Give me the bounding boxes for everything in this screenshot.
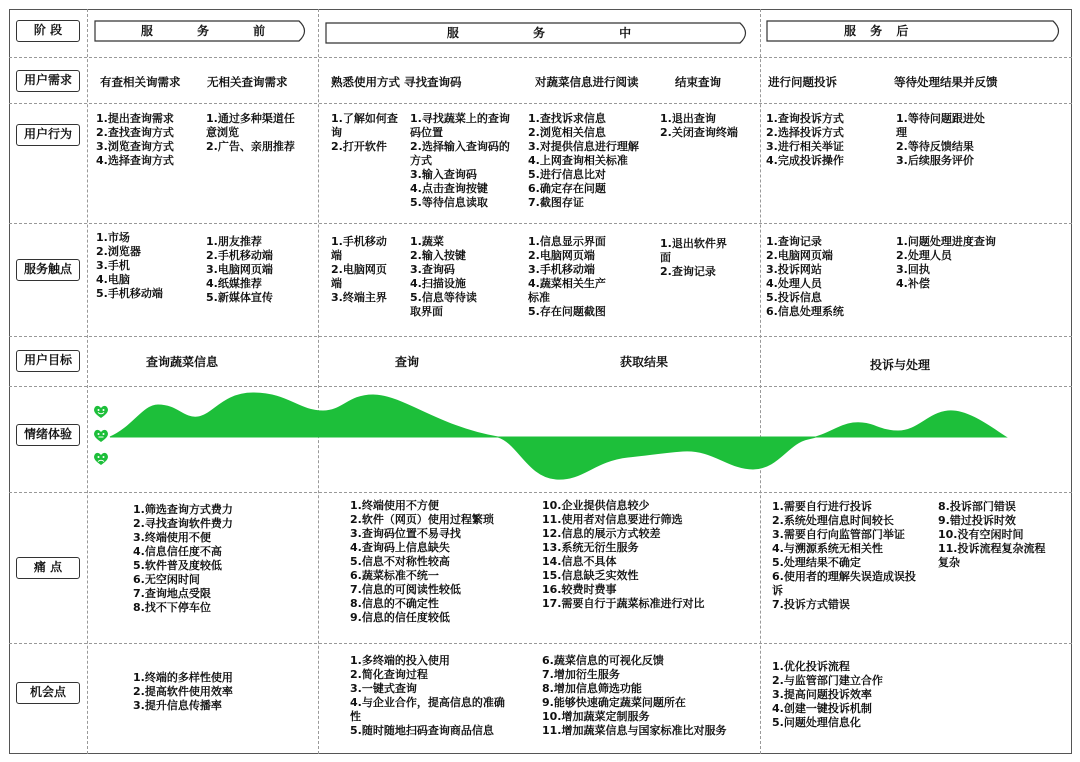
- list-item: 4.与溯源系统无相关性: [772, 542, 883, 555]
- list-item: 3.查询码位置不易寻找: [350, 527, 461, 540]
- list-item: 9.错过投诉时效: [938, 514, 1016, 527]
- touchpoint-list: [660, 237, 727, 279]
- list-item: 11.增加蔬菜信息与国家标准比对服务: [542, 724, 727, 737]
- list-item: 1.终端的多样性使用: [133, 671, 233, 684]
- emotion-curve-chart: [88, 387, 1072, 492]
- touchpoint-list: [206, 235, 273, 305]
- list-item: 1.查找诉求信息: [528, 112, 606, 125]
- goal-item: 查询蔬菜信息: [146, 355, 219, 369]
- touchpoint-list: [331, 235, 387, 305]
- pain-list: [542, 499, 705, 611]
- row-label-emotion: 情绪体验: [16, 424, 80, 446]
- row-label-needs: 用户需求: [16, 70, 80, 92]
- list-item: 3.查询码: [410, 263, 455, 276]
- stage-after-arrow: [766, 20, 1066, 42]
- column-divider: [87, 9, 88, 754]
- list-item: 1.退出查询: [660, 112, 716, 125]
- list-item: 2.简化查询过程: [350, 668, 428, 681]
- list-item: 2.电脑网页端: [528, 249, 595, 262]
- list-item: 5.新媒体宣传: [206, 291, 273, 304]
- need-item: 无相关查询需求: [207, 75, 288, 89]
- list-item: 1.手机移动: [331, 235, 387, 248]
- touchpoint-list: [410, 235, 477, 319]
- list-item: 2.与监管部门建立合作: [772, 674, 883, 687]
- list-item: 2.提高软件使用效率: [133, 685, 233, 698]
- column-divider: [760, 9, 761, 754]
- list-item: 1.朋友推荐: [206, 235, 262, 248]
- list-item: 6.信息处理系统: [766, 305, 844, 318]
- list-item: 3.终端使用不便: [133, 531, 211, 544]
- stage-after-label: 服 务 后: [844, 24, 909, 38]
- list-item: 7.投诉方式错误: [772, 598, 850, 611]
- smile-happy-icon: [93, 405, 109, 419]
- list-item: 1.退出软件界: [660, 237, 727, 250]
- list-item: 8.找不下停车位: [133, 601, 211, 614]
- list-item: 1.了解如何查: [331, 112, 398, 125]
- list-item: 1.等待问题跟进处: [896, 112, 985, 125]
- list-item: 意浏览: [206, 126, 239, 139]
- list-item: 1.优化投诉流程: [772, 660, 850, 673]
- behavior-list: [96, 112, 174, 168]
- list-item: 2.浏览相关信息: [528, 126, 606, 139]
- list-item: 5.投诉信息: [766, 291, 822, 304]
- need-item: 熟悉使用方式 寻找查询码: [331, 75, 462, 89]
- goal-item: 查询: [395, 355, 420, 369]
- list-item: 4.与企业合作，提高信息的准确: [350, 696, 505, 709]
- list-item: 4.处理人员: [766, 277, 822, 290]
- behavior-list: [528, 112, 639, 210]
- goal-item: 投诉与处理: [870, 358, 931, 372]
- list-item: 码位置: [410, 126, 443, 139]
- list-item: 2.打开软件: [331, 140, 387, 153]
- list-item: 9.能够快速确定蔬菜问题所在: [542, 696, 686, 709]
- list-item: 1.查询记录: [766, 235, 822, 248]
- list-item: 2.查询记录: [660, 265, 716, 278]
- smile-neutral-icon: [93, 429, 109, 443]
- list-item: 6.无空闲时间: [133, 573, 200, 586]
- list-item: 4.信息信任度不高: [133, 545, 222, 558]
- list-item: 3.需要自行向监管部门举证: [772, 528, 905, 541]
- list-item: 诉: [772, 584, 783, 597]
- pain-list: [938, 500, 1046, 570]
- list-item: 2.软件（网页）使用过程繁琐: [350, 513, 494, 526]
- behavior-list: [896, 112, 985, 168]
- list-item: 7.截图存证: [528, 196, 584, 209]
- list-item: 2.寻找查询软件费力: [133, 517, 233, 530]
- list-item: 5.进行信息比对: [528, 168, 606, 181]
- list-item: 询: [331, 126, 342, 139]
- smile-sad-icon: [93, 452, 109, 466]
- opportunity-list: [133, 671, 233, 713]
- list-item: 2.选择投诉方式: [766, 126, 844, 139]
- list-item: 2.电脑网页: [331, 263, 387, 276]
- need-item: 结束查询: [675, 75, 721, 89]
- stage-during-label: 服 务 中: [446, 26, 632, 40]
- list-item: 8.增加信息筛选功能: [542, 682, 642, 695]
- list-item: 端: [331, 277, 342, 290]
- list-item: 2.输入按键: [410, 249, 466, 262]
- list-item: 10.企业提供信息较少: [542, 499, 650, 512]
- list-item: 4.扫描设施: [410, 277, 466, 290]
- list-item: 端: [331, 249, 342, 262]
- list-item: 1.通过多种渠道任: [206, 112, 295, 125]
- list-item: 方式: [410, 154, 432, 167]
- need-item: 对蔬菜信息进行阅读: [535, 75, 639, 89]
- list-item: 3.提高问题投诉效率: [772, 688, 872, 701]
- list-item: 5.随时随地扫码查询商品信息: [350, 724, 494, 737]
- row-divider: [9, 223, 1072, 224]
- list-item: 4.查询码上信息缺失: [350, 541, 450, 554]
- list-item: 3.投诉网站: [766, 263, 822, 276]
- list-item: 标准: [528, 291, 550, 304]
- list-item: 3.手机: [96, 259, 130, 272]
- list-item: 1.信息显示界面: [528, 235, 606, 248]
- list-item: 6.确定存在问题: [528, 182, 606, 195]
- stage-before-arrow: [94, 20, 312, 42]
- opportunity-list: [350, 654, 505, 738]
- list-item: 6.蔬菜信息的可视化反馈: [542, 654, 664, 667]
- touchpoint-list: [528, 235, 606, 319]
- list-item: 7.信息的可阅读性较低: [350, 583, 461, 596]
- list-item: 4.上网查询相关标准: [528, 154, 628, 167]
- row-label-pain: 痛 点: [16, 557, 80, 579]
- list-item: 1.多终端的投入使用: [350, 654, 450, 667]
- list-item: 4.蔬菜相关生产: [528, 277, 606, 290]
- goal-item: 获取结果: [620, 355, 669, 369]
- list-item: 取界面: [410, 305, 443, 318]
- list-item: 3.手机移动端: [528, 263, 595, 276]
- list-item: 9.信息的信任度较低: [350, 611, 450, 624]
- list-item: 1.终端使用不方便: [350, 499, 439, 512]
- list-item: 1.筛选查询方式费力: [133, 503, 233, 516]
- list-item: 4.纸媒推荐: [206, 277, 262, 290]
- list-item: 4.完成投诉操作: [766, 154, 844, 167]
- list-item: 5.问题处理信息化: [772, 716, 861, 729]
- row-label-stage: 阶 段: [16, 20, 80, 42]
- behavior-list: [331, 112, 398, 154]
- stage-before-label: 服 务 前: [140, 24, 266, 38]
- touchpoint-list: [896, 235, 996, 291]
- row-label-goals: 用户目标: [16, 350, 80, 372]
- list-item: 3.后续服务评价: [896, 154, 974, 167]
- behavior-list: [766, 112, 844, 168]
- list-item: 5.手机移动端: [96, 287, 163, 300]
- list-item: 8.投诉部门错误: [938, 500, 1016, 513]
- list-item: 7.增加衍生服务: [542, 668, 620, 681]
- list-item: 3.进行相关举证: [766, 140, 844, 153]
- list-item: 2.关闭查询终端: [660, 126, 738, 139]
- touchpoint-list: [96, 231, 163, 301]
- list-item: 4.选择查询方式: [96, 154, 174, 167]
- behavior-list: [410, 112, 510, 210]
- list-item: 1.需要自行进行投诉: [772, 500, 872, 513]
- list-item: 2.处理人员: [896, 249, 952, 262]
- list-item: 5.信息等待读: [410, 291, 477, 304]
- list-item: 6.使用者的理解失误造成误投: [772, 570, 916, 583]
- list-item: 1.问题处理进度查询: [896, 235, 996, 248]
- list-item: 2.浏览器: [96, 245, 141, 258]
- stage-during-arrow: [325, 22, 753, 44]
- list-item: 11.投诉流程复杂流程: [938, 542, 1046, 555]
- list-item: 4.电脑: [96, 273, 130, 286]
- list-item: 17.需要自行于蔬菜标准进行对比: [542, 597, 705, 610]
- row-divider: [9, 57, 1072, 58]
- list-item: 8.信息的不确定性: [350, 597, 439, 610]
- list-item: 16.较费时费事: [542, 583, 617, 596]
- list-item: 2.等待反馈结果: [896, 140, 974, 153]
- row-divider: [9, 643, 1072, 644]
- row-label-behavior: 用户行为: [16, 124, 80, 146]
- list-item: 15.信息缺乏实效性: [542, 569, 639, 582]
- list-item: 13.系统无衍生服务: [542, 541, 639, 554]
- need-item: 有查相关询需求: [100, 75, 181, 89]
- pain-list: [772, 500, 916, 612]
- list-item: 3.电脑网页端: [206, 263, 273, 276]
- opportunity-list: [542, 654, 727, 738]
- list-item: 5.信息不对称性较高: [350, 555, 450, 568]
- list-item: 1.蔬菜: [410, 235, 444, 248]
- list-item: 11.使用者对信息要进行筛选: [542, 513, 683, 526]
- list-item: 3.浏览查询方式: [96, 140, 174, 153]
- list-item: 2.系统处理信息时间较长: [772, 514, 894, 527]
- column-divider: [318, 9, 319, 754]
- list-item: 理: [896, 126, 907, 139]
- list-item: 1.市场: [96, 231, 130, 244]
- list-item: 5.软件普及度较低: [133, 559, 222, 572]
- list-item: 10.增加蔬菜定制服务: [542, 710, 650, 723]
- list-item: 2.手机移动端: [206, 249, 273, 262]
- need-item: 等待处理结果并反馈: [894, 75, 998, 89]
- list-item: 1.寻找蔬菜上的查询: [410, 112, 510, 125]
- emotion-curve: [110, 393, 1006, 479]
- list-item: 5.等待信息读取: [410, 196, 488, 209]
- pain-list: [350, 499, 494, 625]
- opportunity-list: [772, 660, 883, 730]
- touchpoint-list: [766, 235, 844, 319]
- behavior-list: [206, 112, 295, 154]
- list-item: 14.信息不具体: [542, 555, 617, 568]
- behavior-list: [660, 112, 738, 140]
- list-item: 3.一键式查询: [350, 682, 417, 695]
- list-item: 5.处理结果不确定: [772, 556, 861, 569]
- list-item: 1.查询投诉方式: [766, 112, 844, 125]
- list-item: 12.信息的展示方式较差: [542, 527, 661, 540]
- list-item: 4.点击查询按键: [410, 182, 488, 195]
- list-item: 3.回执: [896, 263, 930, 276]
- row-divider: [9, 103, 1072, 104]
- list-item: 2.电脑网页端: [766, 249, 833, 262]
- list-item: 2.选择输入查询码的: [410, 140, 510, 153]
- list-item: 面: [660, 251, 671, 264]
- row-label-opportunity: 机会点: [16, 682, 80, 704]
- list-item: 3.对提供信息进行理解: [528, 140, 639, 153]
- row-label-touchpoints: 服务触点: [16, 259, 80, 281]
- row-divider: [9, 492, 1072, 493]
- list-item: 1.提出查询需求: [96, 112, 174, 125]
- list-item: 2.广告、亲朋推荐: [206, 140, 295, 153]
- row-divider: [9, 336, 1072, 337]
- list-item: 3.终端主界: [331, 291, 387, 304]
- list-item: 6.蔬菜标准不统一: [350, 569, 439, 582]
- list-item: 5.存在问题截图: [528, 305, 606, 318]
- pain-list: [133, 503, 233, 615]
- list-item: 4.补偿: [896, 277, 930, 290]
- need-item: 进行问题投诉: [768, 75, 837, 89]
- list-item: 2.查找查询方式: [96, 126, 174, 139]
- list-item: 4.创建一键投诉机制: [772, 702, 872, 715]
- list-item: 性: [350, 710, 361, 723]
- list-item: 7.查询地点受限: [133, 587, 211, 600]
- list-item: 10.没有空闲时间: [938, 528, 1024, 541]
- list-item: 3.提升信息传播率: [133, 699, 222, 712]
- list-item: 复杂: [938, 556, 960, 569]
- list-item: 3.输入查询码: [410, 168, 477, 181]
